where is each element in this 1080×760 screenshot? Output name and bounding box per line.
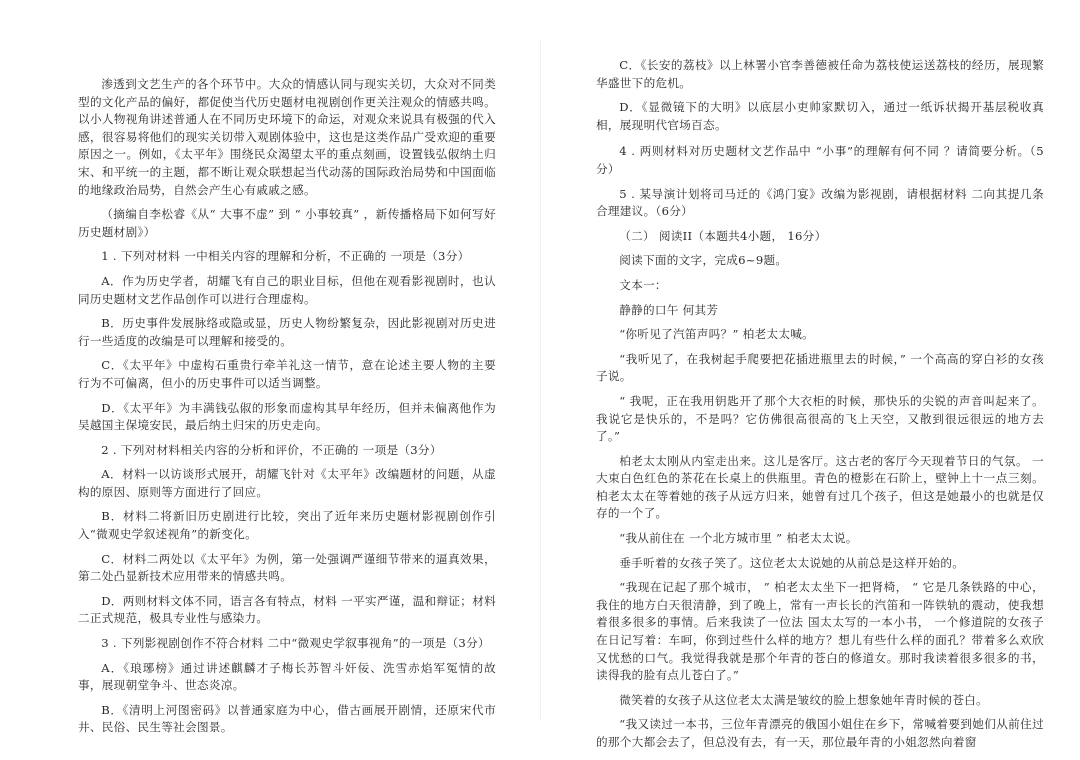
question-3-option-a: A．《琅琊榜》通过讲述麒麟才子梅长苏智斗奸佞、洗雪赤焰军冤情的故事，展现朝堂争斗、世态炎凉。 — [78, 660, 496, 693]
source-citation: （摘编自李松睿《从“ 大事不虚” 到 “ 小事较真” ，新传播格局下如何写好历史题材剧》） — [78, 207, 496, 239]
material-paragraph: 渗透到文艺生产的各个环节中。大众的情感认同与现实关切，大众对不同类型的文化产品的偏好，都促使当代历史题材电视剧创作更关注观众的情感共鸣。以小人物视角讲述普通人在不同历史环境下的命运，对观众来说具有极强的代入感，很容易将他们的现实关切带入观剧体验中，这也是这类作品广受欢迎的重要原因之一。例如，《太平年》围绕民众渴望太平的重点刻画，设置钱弘俶纳土归宋、和平统一的主题，都不断让观众联想起当代动荡的国际政治局势和中国面临的地缘政治局势，自然会产生心有戚戚之感。 — [78, 77, 496, 197]
text-label: 文本一： — [619, 277, 667, 292]
section-heading: （二） 阅读II（本题共4小题， 16分） — [619, 228, 827, 243]
story-dialogue: “我从前住在 一个北方城市里 ” 柏老太太说。 — [619, 531, 858, 546]
left-column — [78, 0, 496, 760]
question-3-option-b: B．《清明上河图密码》以普通家庭为中心，借古画展开剧情，还原宋代市井、民俗、民生等社会图景。 — [78, 702, 496, 735]
question-1: 1 . 下列对材料 一中相关内容的理解和分析，不正确的 一项是（3分） — [101, 249, 470, 264]
question-2-option-a: A．材料一以访谈形式展开，胡耀飞针对《太平年》改编题材的问题，从虚构的原因、原则等方面进行了回应。 — [78, 467, 496, 499]
question-4: 4 . 两则材料对历史题材文艺作品中 “小事”的理解有何不同 ？请简要分析。（5分） — [596, 144, 1044, 176]
reading-instruction: 阅读下面的文字，完成6~9题。 — [619, 253, 788, 268]
story-paragraph: 柏老太太刚从内室走出来。这儿是客厅。这古老的客厅今天现着节日的气氛。 一大束白色红色的茶花在长桌上的供瓶里。青色的橙影在石阶上，壁钟上十一点三刻。柏老太太在等着她的孩子从远方归来，她曾有过几个孩子，但这是她最小的也就是仅存的一个了。 — [596, 453, 1044, 521]
question-2-option-d: D．两则材料文体不同，语言各有特点，材料 一平实严谨，温和辩证；材料二正式规范，极具专业性与感染力。 — [78, 593, 496, 626]
right-column — [596, 0, 1044, 760]
story-dialogue: “你听见了汽笛声吗？” 柏老太太喊。 — [619, 327, 815, 342]
question-2-option-b: B．材料二将新旧历史剧进行比较，突出了近年来历史题材影视剧创作引入“微观史学叙述视角”的新变化。 — [78, 509, 496, 542]
question-2: 2 . 下列对材料相关内容的分析和评价，不正确的 一项是（3分） — [101, 442, 442, 457]
story-title: 静静的口午 何其芳 — [619, 302, 719, 317]
story-dialogue: “我又读过一本书，三位年青漂亮的俄国小姐住在乡下，常喊着要到她们从前住过的那个大都会去了，但总没有去，有一天，那位最年青的小姐忽然向着窗 — [596, 717, 1044, 749]
question-1-option-b: B．历史事件发展脉络或隐或显，历史人物纷繁复杂，因此影视剧对历史进行一些适度的改编是可以理解和接受的。 — [78, 316, 496, 348]
column-gutter — [540, 40, 541, 720]
question-1-option-d: D．《太平年》为丰满钱弘俶的形象而虚构其早年经历，但并未偏离他作为吴越国主保境安民，最后纳土归宋的历史走向。 — [78, 400, 496, 433]
story-dialogue: “ 我呢，正在我用钥匙开了那个大衣柜的时候，那快乐的尖锐的声音叫起来了。我说它是快乐的，不是吗？它仿佛很高很高的飞上天空，又散到很远很远的地方去了。” — [596, 393, 1044, 444]
question-3-option-c: C．《长安的荔枝》以上林署小官李善德被任命为荔枝使运送荔枝的经历，展现繁华盛世下的危机。 — [596, 58, 1044, 90]
question-1-option-c: C．《太平年》中虚构石重贵行牵羊礼这一情节，意在论述主要人物的主要行为不可偏离，但小的历史事件可以适当调整。 — [78, 358, 496, 390]
story-paragraph: 垂手听着的女孩子笑了。这位老太太说她的从前总是这样开始的。 — [619, 555, 965, 570]
question-2-option-c: C．材料二两处以《太平年》为例，第一处强调严谨细节带来的逼真效果，第二处凸显新技术应用带来的情感共鸣。 — [78, 551, 496, 584]
story-paragraph: 微笑着的女孩子从这位老太太满是皱纹的脸上想象她年青时候的苍白。 — [619, 692, 988, 707]
story-dialogue: “我现在记起了那个城市， ” 柏老太太坐下一把肾椅， “ 它是几条铁路的中心，我住的地方白天很清静，到了晚上，常有一声长长的汽笛和一阵铁轨的震动，使我想着很多很多的事情。后来我读了一位法 国太太写的一本小书， 一个修道院的女孩子在日记写着：车呵，你到过些什么样的地方？想儿有些什么样的面孔？带着多么欢欣又忧愁的口气。我觉得我就是那个年青的苍白的修道女。那时我读着很多很多的书，读得我的脸有点儿苍白了。” — [596, 580, 1044, 683]
question-3: 3 . 下列影视剧创作不符合材料 二中“微观史学叙事视角”的一项是（3分） — [101, 636, 490, 651]
question-3-option-d: D．《显微镜下的大明》以底层小吏帅家默切入，通过一纸诉状揭开基层税收真相，展现明代官场百态。 — [596, 100, 1044, 132]
question-5: 5 . 某导演计划将司马迁的《鸿门宴》改编为影视剧，请根据材料 二向其提几条合理建议。（6分） — [596, 186, 1044, 219]
question-1-option-a: A．作为历史学者，胡耀飞有自己的职业目标，但他在观看影视剧时，也认同历史题材文艺作品创作可以进行合理虚构。 — [78, 273, 496, 306]
story-dialogue: “我听见了，在我树起手爬要把花插进瓶里去的时候，” 一个高高的穿白衫的女孩子说。 — [596, 351, 1044, 384]
